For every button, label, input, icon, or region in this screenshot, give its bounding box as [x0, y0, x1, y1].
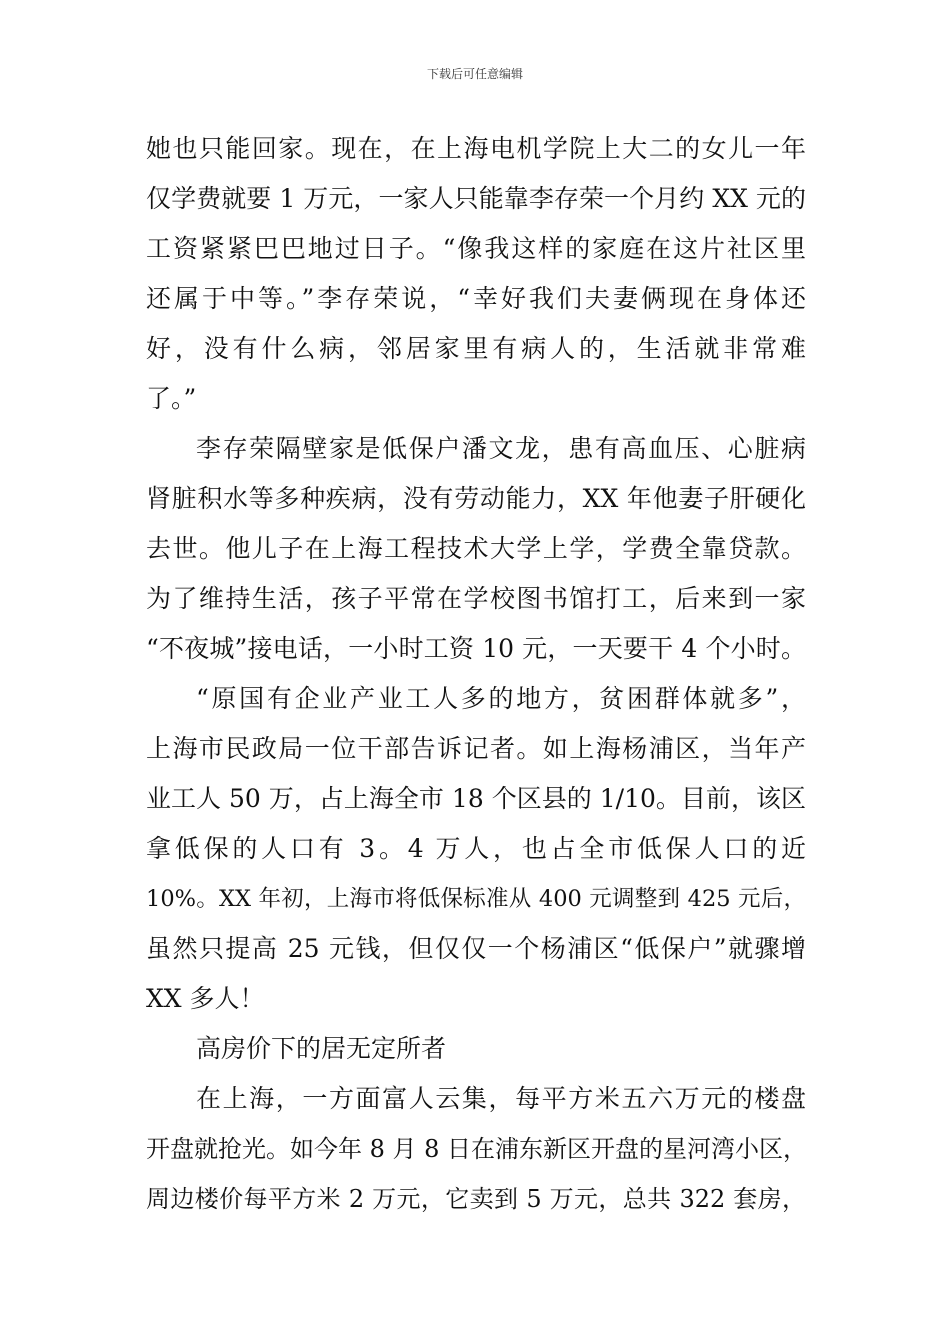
- document-body: [146, 124, 806, 1224]
- text-line: 开盘就抢光。如今年 8 月 8 日在浦东新区开盘的星河湾小区，: [146, 1135, 808, 1163]
- section-heading: 高房价下的居无定所者: [196, 1034, 447, 1063]
- text-line: 为了维持生活，孩子平常在学校图书馆打工，后来到一家: [146, 584, 806, 613]
- text-line: 还属于中等。”李存荣说，“幸好我们夫妻俩现在身体还: [146, 284, 806, 313]
- text-line: 了。”: [146, 384, 197, 413]
- text-line: 好，没有什么病，邻居家里有病人的，生活就非常难: [146, 334, 806, 363]
- text-line: “原国有企业产业工人多的地方，贫困群体就多”，: [196, 684, 806, 713]
- text-line: 在上海，一方面富人云集，每平方米五六万元的楼盘: [196, 1084, 806, 1113]
- text-line: 李存荣隔壁家是低保户潘文龙，患有高血压、心脏病: [196, 434, 806, 463]
- text-line: 虽然只提高 25 元钱，但仅仅一个杨浦区“低保户”就骤增: [146, 934, 806, 963]
- text-line: 工资紧紧巴巴地过日子。“像我这样的家庭在这片社区里: [146, 234, 806, 263]
- text-line: 上海市民政局一位干部告诉记者。如上海杨浦区，当年产: [146, 734, 806, 763]
- text-line: 业工人 50 万，占上海全市 18 个区县的 1/10。目前，该区: [146, 784, 806, 813]
- text-line: 肾脏积水等多种疾病，没有劳动能力，XX 年他妻子肝硬化: [146, 484, 806, 513]
- text-line: 周边楼价每平方米 2 万元，它卖到 5 万元，总共 322 套房，: [146, 1185, 806, 1213]
- text-line: 拿低保的人口有 3。4 万人，也占全市低保人口的近: [146, 834, 806, 863]
- text-line: 10%。XX 年初，上海市将低保标准从 400 元调整到 425 元后，: [146, 886, 806, 912]
- text-line: 去世。他儿子在上海工程技术大学上学，学费全靠贷款。: [146, 534, 806, 563]
- text-line: 她也只能回家。现在，在上海电机学院上大二的女儿一年: [146, 134, 806, 163]
- page-header: 下载后可任意编辑: [426, 67, 523, 81]
- text-line: 仅学费就要 1 万元，一家人只能靠李存荣一个月约 XX 元的: [146, 184, 806, 213]
- text-line: “不夜城”接电话，一小时工资 10 元，一天要干 4 个小时。: [146, 634, 806, 663]
- text-line: XX 多人！: [146, 984, 265, 1013]
